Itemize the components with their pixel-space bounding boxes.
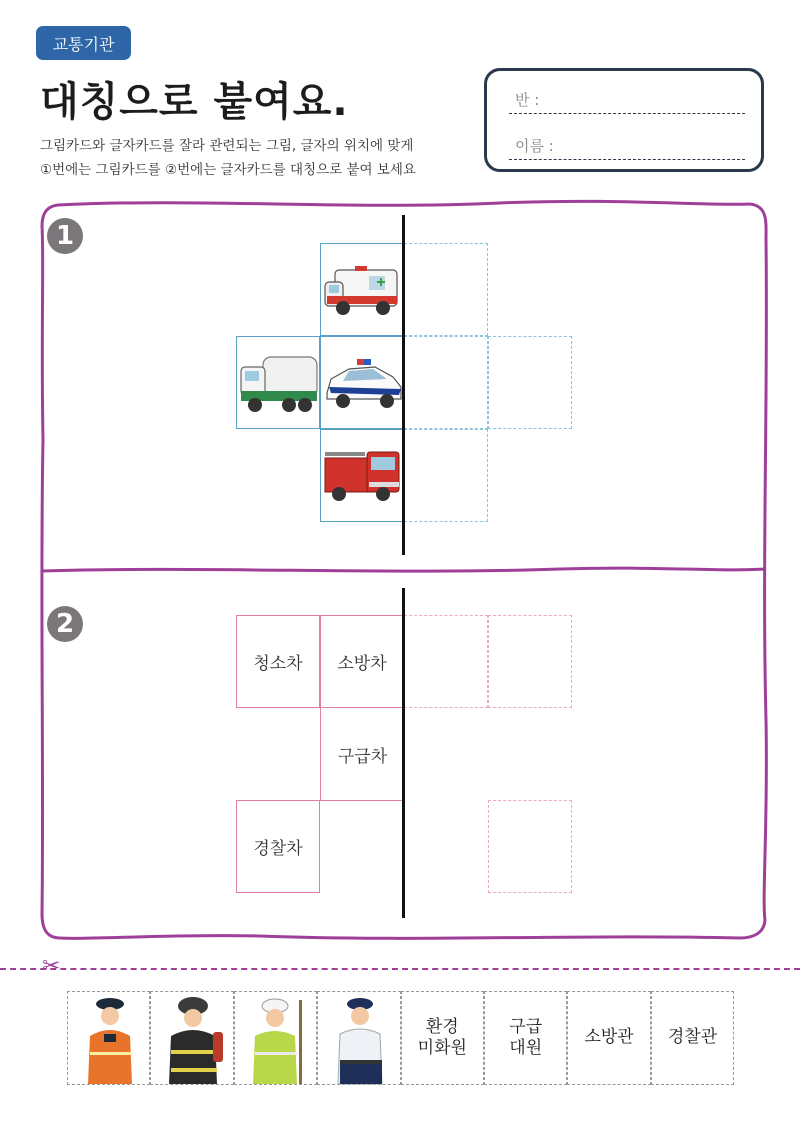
name-box [484,68,764,172]
card-firefighter-turnout[interactable] [150,991,233,1085]
cut-line [0,968,800,970]
page-title: 대칭으로 붙여요. [40,79,349,125]
word-cell-blank [320,800,404,893]
firefighter-orange-icon [68,992,151,1086]
picture-cell-ambulance [320,243,404,336]
cutout-strip [67,991,734,1085]
word-police-car: 경찰차 [253,839,303,859]
mirror-cell-police-car-word [488,800,572,893]
class-label: 반 : [515,91,540,109]
card-police-officer[interactable] [317,991,400,1085]
section-1-number: 1 [47,218,83,254]
picture-cell-fire-truck [320,429,404,522]
garbage-truck-icon [237,337,321,430]
card-word-label: 구급 대원 [509,1016,543,1058]
card-word-label: 환경 미화원 [417,1016,467,1058]
symmetry-axis-1 [402,215,405,555]
mirror-cell-garbage-truck-word [488,615,572,708]
card-word-label: 경찰관 [667,1027,718,1048]
mirror-cell-garbage-truck [488,336,572,429]
section-2-number: 2 [47,606,83,642]
picture-cell-garbage-truck [236,336,320,429]
word-cell-garbage-truck [236,615,320,708]
card-firefighter-orange[interactable] [67,991,150,1085]
card-sanitation-worker[interactable] [234,991,317,1085]
word-fire-truck: 소방차 [337,654,387,674]
card-word-paramedic[interactable] [484,991,567,1085]
instruction-line-2: ①번에는 그림카드를 ②번에는 글자카드를 대칭으로 붙여 보세요 [40,162,416,178]
card-word-sanitation-worker[interactable] [401,991,484,1085]
firefighter-turnout-icon [151,992,234,1086]
police-car-icon [321,337,405,430]
picture-cell-police-car [320,336,404,429]
name-field[interactable] [509,129,745,160]
fire-truck-icon [321,430,405,523]
police-officer-icon [318,992,401,1086]
word-cell-police-car [236,800,320,893]
mirror-cell-fire-truck-word [404,615,488,708]
mirror-cell-ambulance [404,243,488,336]
word-cell-fire-truck [320,615,404,708]
ambulance-icon [321,244,405,337]
class-field[interactable] [509,83,745,114]
instruction-line-1: 그림카드와 글자카드를 잘라 관련되는 그림, 글자의 위치에 맞게 [40,138,414,154]
card-word-label: 소방관 [584,1027,634,1048]
mirror-cell-fire-truck [404,429,488,522]
sanitation-worker-icon [235,992,318,1086]
card-word-firefighter[interactable] [567,991,650,1085]
symmetry-axis-2 [402,588,405,918]
card-word-police-officer[interactable] [651,991,734,1085]
word-ambulance: 구급차 [337,747,388,767]
word-garbage-truck: 청소차 [253,654,303,674]
mirror-cell-police-car [404,336,488,429]
scissors-icon: ✂ [42,954,61,979]
name-label: 이름 : [515,137,554,155]
category-tag: 교통기관 [36,26,131,60]
word-cell-ambulance [320,708,404,801]
